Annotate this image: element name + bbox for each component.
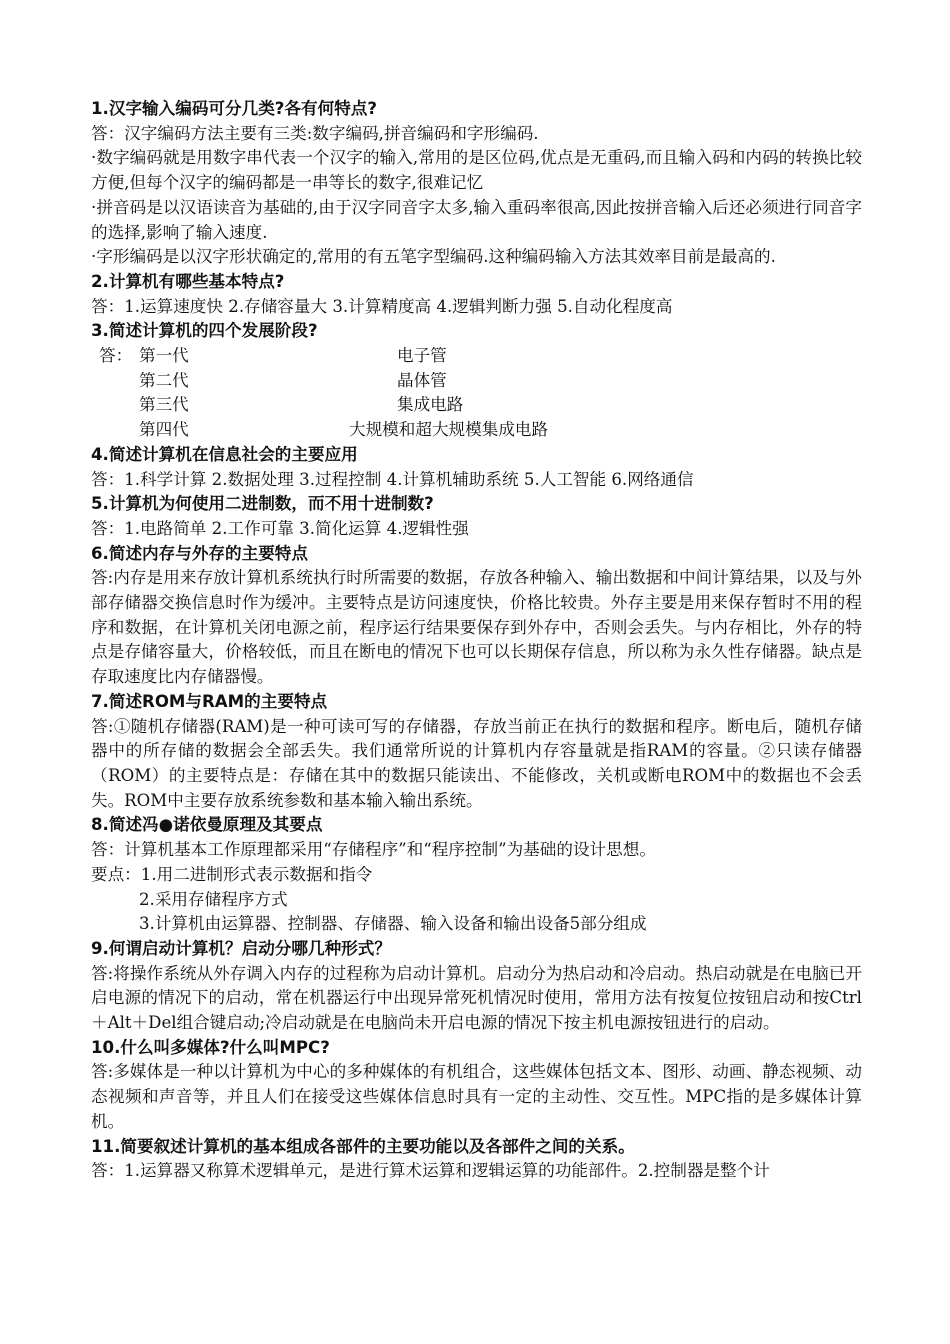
- question-1-bullet-3: ·字形编码是以汉字形状确定的,常用的有五笔字型编码.这种编码输入方法其效率目前是最高的.: [91, 247, 776, 267]
- question-6-title: 6.简述内存与外存的主要特点: [91, 543, 308, 563]
- technology-label: 集成电路: [397, 395, 464, 415]
- technology-label: 晶体管: [397, 370, 447, 390]
- question-4-title: 4.简述计算机在信息社会的主要应用: [91, 444, 358, 464]
- question-7-title: 7.简述ROM与RAM的主要特点: [91, 691, 328, 711]
- question-8-point-1: 要点：1.用二进制形式表示数据和指令: [91, 864, 373, 884]
- question-2-answer: 答：1.运算速度快 2.存储容量大 3.计算精度高 4.逻辑判断力强 5.自动化程度高: [91, 296, 673, 316]
- question-5-answer: 答：1.电路简单 2.工作可靠 3.简化运算 4.逻辑性强: [91, 518, 469, 538]
- question-4-answer: 答：1.科学计算 2.数据处理 3.过程控制 4.计算机辅助系统 5.人工智能 6.网络通信: [91, 469, 694, 489]
- question-11-title: 11.简要叙述计算机的基本组成各部件的主要功能以及各部件之间的关系。: [91, 1136, 635, 1156]
- generation-label: 第四代: [139, 420, 189, 440]
- stage-row: [91, 369, 862, 394]
- question-8-point-3: 3.计算机由运算器、控制器、存储器、输入设备和输出设备5部分组成: [139, 914, 647, 934]
- question-7-answer: 答:①随机存储器(RAM)是一种可读可写的存储器，存放当前正在执行的数据和程序。断电后，随机存储器中的所存储的数据会全部丢失。我们通常所说的计算机内存容量就是指RAM的容量。②只读存储器（ROM）的主要特点是：存储在其中的数据只能读出、不能修改，关机或断电ROM中的数据也不会丢失。ROM中主要存放系统参数和基本输入输出系统。: [91, 716, 862, 810]
- question-6-answer: 答:内存是用来存放计算机系统执行时所需要的数据，存放各种输入、输出数据和中间计算结果，以及与外部存储器交换信息时作为缓冲。主要特点是访问速度快，价格比较贵。外存主要是用来保存暂时不用的程序和数据，在计算机关闭电源之前，程序运行结果要保存到外存中，否则会丢失。与内存相比，外存的特点是存储容量大，价格较低，而且在断电的情况下也可以长期保存信息，所以称为永久性存储器。缺点是存取速度比内存储器慢。: [91, 568, 862, 687]
- technology-label: 大规模和超大规模集成电路: [349, 420, 549, 440]
- stage-row: [91, 418, 862, 443]
- question-3-title: 3.简述计算机的四个发展阶段?: [91, 321, 318, 341]
- question-5-title: 5.计算机为何使用二进制数，而不用十进制数?: [91, 494, 434, 514]
- technology-label: 电子管: [397, 346, 447, 366]
- stage-row: [91, 393, 862, 418]
- question-2-title: 2.计算机有哪些基本特点?: [91, 271, 285, 291]
- question-9-title: 9.何谓启动计算机？启动分哪几种形式？: [91, 938, 391, 958]
- question-8-title: 8.简述冯●诺依曼原理及其要点: [91, 815, 323, 835]
- question-11-answer: 答：1.运算器又称算术逻辑单元，是进行算术运算和逻辑运算的功能部件。2.控制器是整个计: [91, 1161, 770, 1181]
- question-10-title: 10.什么叫多媒体?什么叫MPC?: [91, 1037, 330, 1057]
- generation-label: 第二代: [139, 370, 189, 390]
- question-1-title: 1.汉字输入编码可分几类?各有何特点?: [91, 99, 378, 118]
- question-10-answer: 答:多媒体是一种以计算机为中心的多种媒体的有机组合，这些媒体包括文本、图形、动画、静态视频、动态视频和声音等，并且人们在接受这些媒体信息时具有一定的主动性、交互性。MPC指的是多媒体计算机。: [91, 1062, 862, 1131]
- stage-row: [91, 344, 862, 369]
- question-8-point-2: 2.采用存储程序方式: [139, 889, 288, 909]
- question-1-bullet-1: ·数字编码就是用数字串代表一个汉字的输入,常用的是区位码,优点是无重码,而且输入码和内码的转换比较方便,但每个汉字的编码都是一串等长的数字,很难记忆: [91, 148, 862, 193]
- question-8-answer: 答：计算机基本工作原理都采用“存储程序”和“程序控制”为基础的设计思想。: [91, 840, 656, 860]
- generation-label: 第三代: [139, 395, 189, 415]
- generation-label: 第一代: [139, 346, 189, 366]
- question-1-bullet-2: ·拼音码是以汉语读音为基础的,由于汉字同音字太多,输入重码率很高,因此按拼音输入后还必须进行同音字的选择,影响了输入速度.: [91, 197, 862, 242]
- answer-lead: 答：: [99, 346, 133, 366]
- question-1-answer: 答：汉字编码方法主要有三类:数字编码,拼音编码和字形编码.: [91, 123, 539, 143]
- question-9-answer: 答:将操作系统从外存调入内存的过程称为启动计算机。启动分为热启动和冷启动。热启动就是在电脑已开启电源的情况下的启动，常在机器运行中出现异常死机情况时使用，常用方法有按复位按钮启动和按Ctrl＋Alt＋Del组合键启动;冷启动就是在电脑尚未开启电源的情况下按主机电源按钮进行的启动。: [91, 963, 862, 1033]
